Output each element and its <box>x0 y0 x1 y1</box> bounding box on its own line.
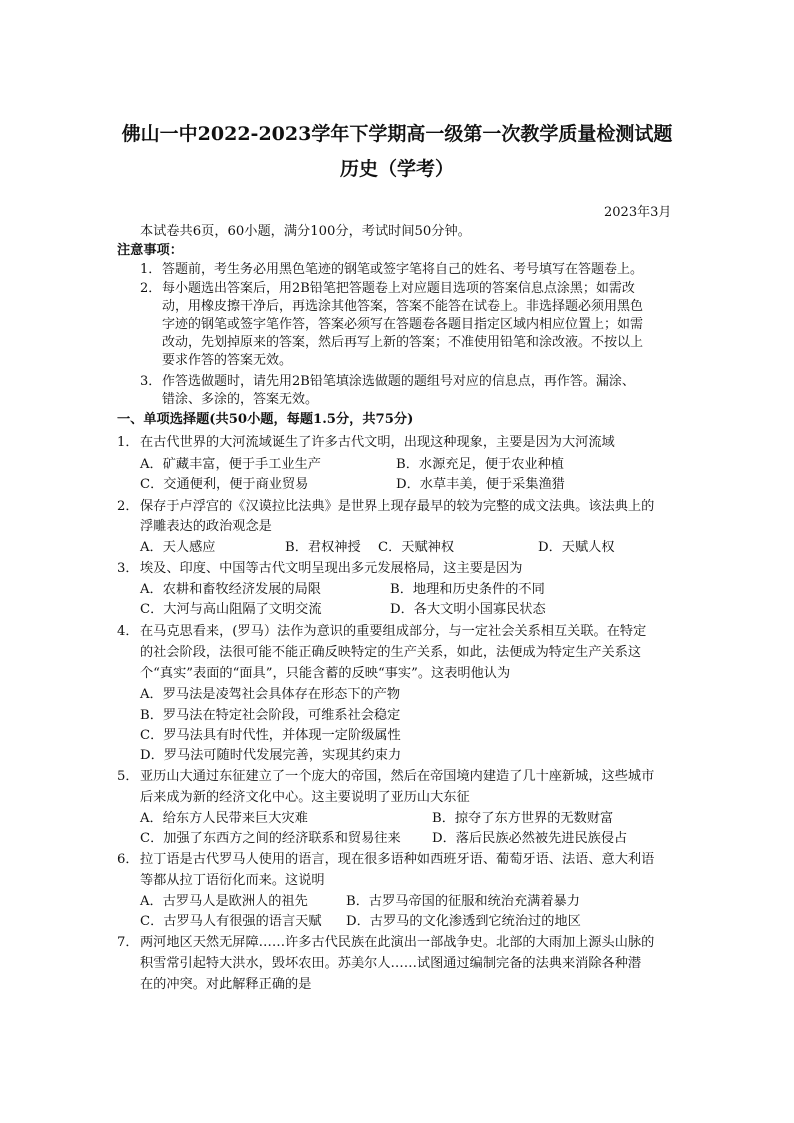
notice-line: 每小题选出答案后，用2B铅笔把答题卷上对应题目选项的答案信息点涂黑；如需改 <box>162 281 635 296</box>
question-stem: 保存于卢浮宫的《汉谟拉比法典》是世界上现存最早的较为完整的成文法典。该法典上的 <box>140 499 655 514</box>
question-stem: 两河地区天然无屏障……许多古代民族在此演出一部战争史。北部的大雨加上源头山脉的 <box>140 935 655 950</box>
question-number: 4． <box>117 624 139 639</box>
option-b: B．水源充足，便于农业种植 <box>396 457 564 472</box>
question-number: 3． <box>117 561 139 576</box>
section-heading: 一、单项选择题(共50小题，每题1.5分，共75分) <box>117 412 414 427</box>
notice-number: 3． <box>140 374 162 389</box>
question-stem: 在古代世界的大河流域诞生了许多古代文明，出现这种现象，主要是因为大河流域 <box>140 435 615 450</box>
notice-line: 错涂、多涂的，答案无效。 <box>162 392 319 407</box>
notice-line: 动，用橡皮擦干净后，再选涂其他答案，答案不能答在试卷上。非选择题必须用黑色 <box>162 299 644 314</box>
exam-subject: 历史（学考） <box>339 158 454 180</box>
notice-line: 作答选做题时，请先用2B铅笔填涂选做题的题组号对应的信息点，再作答。漏涂、 <box>162 374 635 389</box>
option-d: D．古罗马的文化渗透到它统治过的地区 <box>346 914 581 929</box>
option-a: A．罗马法是凌驾社会具体存在形态下的产物 <box>140 687 401 702</box>
option-c: C．大河与高山阻隔了文明交流 <box>140 602 322 617</box>
question-stem: 亚历山大通过东征建立了一个庞大的帝国，然后在帝国境内建造了几十座新城，这些城市 <box>140 769 655 784</box>
notice-line: 答题前，考生务必用黑色笔迹的钢笔或签字笔将自己的姓名、考号填写在答题卷上。 <box>162 262 644 277</box>
option-b: B．古罗马帝国的征服和统治充满着暴力 <box>346 894 580 909</box>
question-number: 5． <box>117 769 139 784</box>
option-a: A．古罗马人是欧洲人的祖先 <box>140 894 308 909</box>
question-number: 1． <box>117 435 139 450</box>
question-stem: 埃及、印度、中国等古代文明呈现出多元发展格局，这主要是因为 <box>140 561 523 576</box>
option-c: C．加强了东西方之间的经济联系和贸易往来 <box>140 831 401 846</box>
option-a: A．天人感应 <box>140 540 216 555</box>
option-d: D．天赋人权 <box>538 540 615 555</box>
exam-info: 本试卷共6页，60小题，满分100分，考试时间50分钟。 <box>140 224 471 239</box>
option-d: D．水草丰美，便于采集渔猎 <box>396 477 565 492</box>
option-c: C．交通便利，便于商业贸易 <box>140 477 309 492</box>
option-a: A．农耕和畜牧经济发展的局限 <box>140 582 321 597</box>
notice-line: 字迹的钢笔或签字笔作答，答案必须写在答题卷各题目指定区域内相应位置上；如需 <box>162 317 644 332</box>
option-b: B．掠夺了东方世界的无数财富 <box>432 811 614 826</box>
notice-title: 注意事项： <box>117 243 183 258</box>
option-b: B．罗马法在特定社会阶段，可维系社会稳定 <box>140 708 401 723</box>
exam-date: 2023年3月 <box>604 205 672 220</box>
option-c: C．古罗马人有很强的语言天赋 <box>140 914 322 929</box>
option-b: B．君权神授 <box>285 540 361 555</box>
question-stem: 的社会阶段，法很可能不能正确反映特定的生产关系，如此，法便成为特定生产关系这 <box>140 645 642 660</box>
exam-title: 佛山一中2022-2023学年下学期高一级第一次教学质量检测试题 <box>121 123 673 145</box>
question-stem: 拉丁语是古代罗马人使用的语言，现在很多语种如西班牙语、葡萄牙语、法语、意大利语 <box>140 852 655 867</box>
question-stem: 浮雕表达的政治观念是 <box>140 519 272 534</box>
notice-line: 改动，先划掉原来的答案，然后再写上新的答案；不准使用铅笔和涂改液。不按以上 <box>162 335 644 350</box>
question-stem: 后来成为新的经济文化中心。这主要说明了亚历山大东征 <box>140 790 470 805</box>
notice-number: 1． <box>140 262 162 277</box>
option-c: C．罗马法具有时代性，并体现一定阶级属性 <box>140 728 401 743</box>
option-d: D．落后民族必然被先进民族侵占 <box>432 831 628 846</box>
question-stem: 在马克思看来，(罗马）法作为意识的重要组成部分，与一定社会关系相互关联。在特定 <box>140 624 647 639</box>
question-stem: 个“真实”表面的“面具”，只能含蓄的反映“事实”。这表明他认为 <box>140 666 511 681</box>
notice-line: 要求作答的答案无效。 <box>162 353 293 368</box>
option-b: B．地理和历史条件的不同 <box>390 582 545 597</box>
question-stem: 在的冲突。对此解释正确的是 <box>140 977 312 992</box>
question-number: 2． <box>117 499 139 514</box>
question-number: 7． <box>117 935 139 950</box>
option-d: D．罗马法可随时代发展完善，实现其约束力 <box>140 748 402 763</box>
option-a: A．给东方人民带来巨大灾难 <box>140 811 308 826</box>
question-stem: 积雪常引起特大洪水，毁坏农田。苏美尔人……试图通过编制完备的法典来消除各种潜 <box>140 956 642 971</box>
question-number: 6． <box>117 852 139 867</box>
option-a: A．矿藏丰富，便于手工业生产 <box>140 457 321 472</box>
notice-number: 2． <box>140 281 162 296</box>
option-d: D．各大文明小国寡民状态 <box>390 602 546 617</box>
option-c: C．天赋神权 <box>378 540 455 555</box>
question-stem: 等都从拉丁语衍化而来。这说明 <box>140 873 325 888</box>
